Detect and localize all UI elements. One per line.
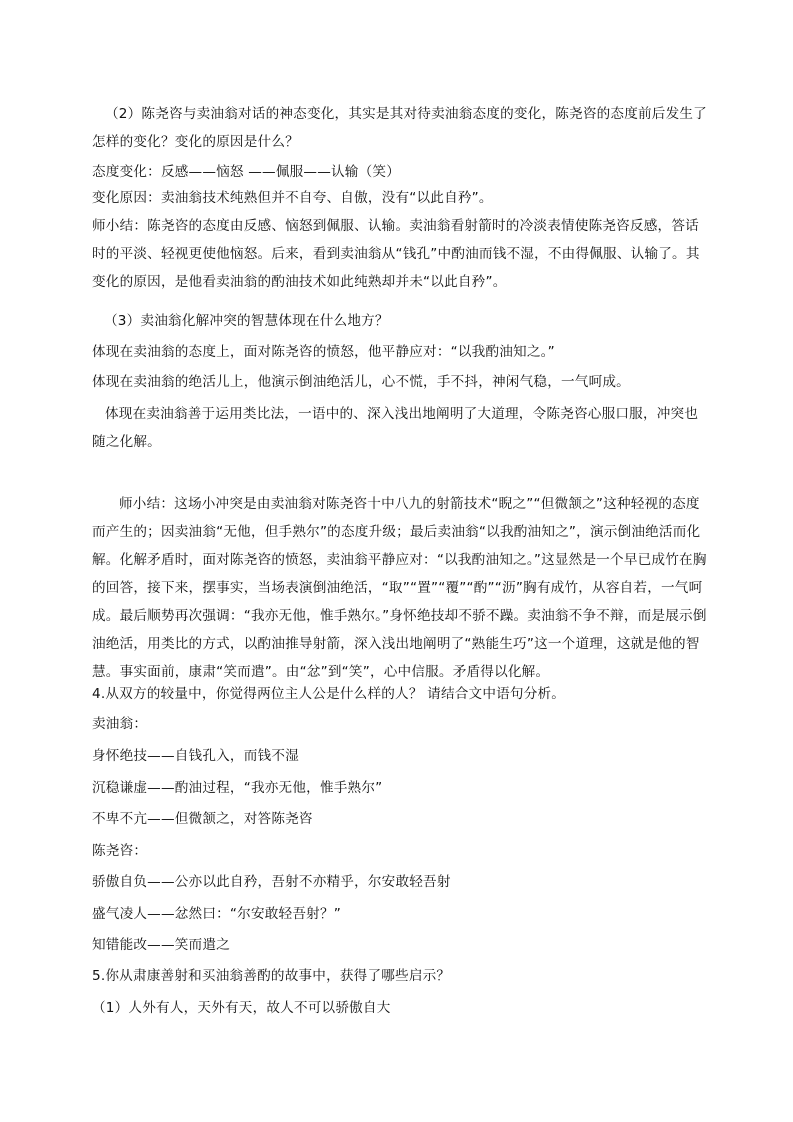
oil-seller-trait-1: 身怀绝技——自钱孔入，而钱不湿	[92, 748, 299, 764]
teacher-summary-2: 师小结：这场小冲突是由卖油翁对陈尧咨十中八九的射箭技术“睨之”“但微颔之”这种轻视的态度而产生的；因卖油翁“无他，但手熟尔”的态度升级；最后卖油翁“以我酌油知之”，演示倒油绝活而化解。化解矛盾时，面对陈尧咨的愤怒，卖油翁平静应对：“以我酌油知之。”这显然是一个早已成竹在胸的回答，接下来，摆事实，当场表演倒油绝活，“取”“置”“覆”“酌”“沥”胸有成竹，从容自若，一气呵成。最后顺势再次强调：“我亦无他，惟手熟尔。”身怀绝技却不骄不躁。卖油翁不争不辩，而是展示倒油绝活，用类比的方式，以酌油推导射箭，深入浅出地阐明了“熟能生巧”这一个道理，这就是他的智慧。事实面前，康肃“笑而遣”。由“忿”到“笑”，心中信服。矛盾得以化解。	[92, 496, 707, 680]
oil-seller-trait-3: 不卑不亢——但微颔之，对答陈尧咨	[92, 811, 313, 827]
question-4: 4.从双方的较量中，你觉得两位主人公是什么样的人？ 请结合文中语句分析。	[92, 686, 566, 702]
question-2: （2）陈尧咨与卖油翁对话的神态变化，其实是其对待卖油翁态度的变化，陈尧咨的态度前后发生了怎样的变化？变化的原因是什么？	[92, 106, 707, 150]
chen-yaozi-trait-1: 骄傲自负——公亦以此自矜，吾射不亦精乎，尔安敢轻吾射	[92, 874, 451, 890]
insight-1: （1）人外有人，天外有天，故人不可以骄傲自大	[92, 1000, 391, 1016]
chen-yaozi-trait-2: 盛气凌人——忿然曰：“尔安敢轻吾射？”	[92, 906, 341, 922]
attitude-change: 态度变化：反感——恼怒 ——佩服——认输（笑）	[92, 164, 400, 180]
oil-seller-trait-2: 沉稳谦虚——酌油过程，“我亦无他，惟手熟尔”	[92, 780, 383, 796]
teacher-summary-1: 师小结：陈尧咨的态度由反感、恼怒到佩服、认输。卖油翁看射箭时的冷淡表情使陈尧咨反感，答话时的平淡、轻视更使他恼怒。后来，看到卖油翁从“钱孔”中酌油而钱不湿，不由得佩服、认输了。其变化的原因，是他看卖油翁的酌油技术如此纯熟却并未“以此自矜”。	[92, 218, 700, 290]
chen-yaozi-trait-3: 知错能改——笑而遣之	[92, 937, 230, 953]
chen-yaozi-heading: 陈尧咨：	[92, 843, 148, 859]
answer-analogy: 体现在卖油翁善于运用类比法，一语中的、深入浅出地阐明了大道理，令陈尧咨心服口服，冲突也随之化解。	[92, 406, 699, 450]
oil-seller-heading: 卖油翁：	[92, 716, 148, 732]
change-reason: 变化原因：卖油翁技术纯熟但并不自夸、自傲，没有“以此自矜”。	[92, 190, 493, 206]
answer-skill: 体现在卖油翁的绝活儿上，他演示倒油绝活儿，心不慌，手不抖，神闲气稳，一气呵成。	[92, 374, 630, 390]
question-3: （3）卖油翁化解冲突的智慧体现在什么地方？	[104, 313, 389, 329]
answer-attitude: 体现在卖油翁的态度上，面对陈尧咨的愤怒，他平静应对：“以我酌油知之。”	[92, 344, 555, 360]
question-5: 5.你从肃康善射和买油翁善酌的故事中，获得了哪些启示？	[92, 968, 451, 984]
